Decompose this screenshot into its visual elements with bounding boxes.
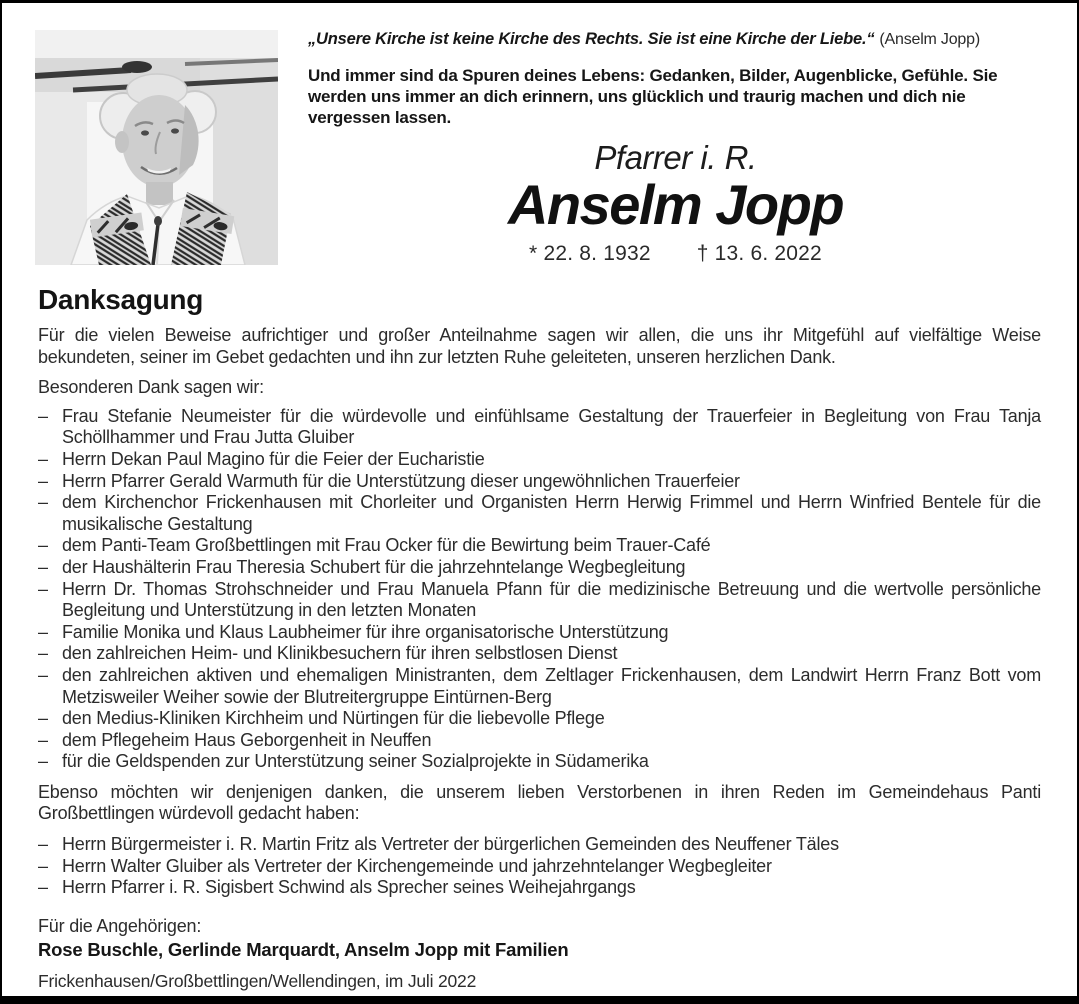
list-item [38,406,1041,449]
dash-bullet: – [38,578,48,599]
list-item [38,665,1041,708]
list-item-text: für die Geldspenden zur Unterstützung seiner Sozialprojekte in Südamerika [62,751,649,772]
list-item [38,492,1041,535]
quote-line [308,30,1043,49]
deceased-title: Pfarrer i. R. [594,139,757,176]
notice-body [2,285,1077,899]
portrait-photo [35,30,278,265]
dash-bullet: – [38,405,48,426]
dash-bullet: – [38,643,48,664]
list-item-text: dem Pflegeheim Haus Geborgenheit in Neuffen [62,729,432,750]
list-item [38,877,1041,899]
list-item [38,856,1041,878]
list-item [38,449,1041,471]
dash-bullet: – [38,664,48,685]
list-item-text: Frau Stefanie Neumeister für die würdevolle und einfühlsame Gestaltung der Trauerfeier in Begleitung von Frau Tanja Schöllhammer und Frau Jutta Gluiber [62,405,1041,448]
dash-bullet: – [38,556,48,577]
dash-bullet: – [38,834,48,855]
dash-bullet: – [38,492,48,513]
list-item [38,708,1041,730]
list-item-text: Herrn Pfarrer i. R. Sigisbert Schwind als Sprecher seines Weihejahrgangs [62,877,636,898]
list-item [38,730,1041,752]
notice-footer [2,916,1077,993]
list-item-text: den Medius-Kliniken Kirchheim und Nürtingen für die liebevolle Pflege [62,708,605,729]
list-item-text: Herrn Dekan Paul Magino für die Feier der Eucharistie [62,448,485,469]
list-item [38,834,1041,856]
list-item [38,579,1041,622]
header-text-column [278,30,1043,266]
dash-bullet: – [38,751,48,772]
list-item [38,557,1041,579]
dash-bullet: – [38,621,48,642]
list-item-text: Herrn Dr. Thomas Strohschneider und Frau Manuela Pfann für die medizinische Betreuung und die wertvolle persönliche Begleitung und Unterstützung in den letzten Monaten [62,578,1041,621]
list-item-text: der Haushälterin Frau Theresia Schubert für die jahrzehntelange Wegbegleitung [62,556,686,577]
dash-bullet: – [38,535,48,556]
memorial-intro-text: Und immer sind da Spuren deines Lebens: Gedanken, Bilder, Augenblicke, Gefühle. Sie werden uns immer an dich erinnern, uns glücklich und traurig machen und dich nie vergessen lassen. [308,66,998,127]
list-item [38,622,1041,644]
life-dates [308,242,1043,266]
birth-date: * 22. 8. 1932 [529,242,651,265]
dash-bullet: – [38,877,48,898]
list-item [38,471,1041,493]
list-item-text: dem Kirchenchor Frickenhausen mit Chorleiter und Organisten Herrn Herwig Frimmel und Herrn Winfried Bentele für die musikalische Gestaltung [62,492,1041,534]
dash-bullet: – [38,729,48,750]
list-item-text: Herrn Pfarrer Gerald Warmuth für die Unterstützung dieser ungewöhnlichen Trauerfeier [62,470,740,491]
list-item [38,751,1041,773]
thanks-list [38,406,1041,773]
portrait-photo-illustration [35,30,278,265]
dash-bullet: – [38,470,48,491]
list-item-text: Herrn Bürgermeister i. R. Martin Fritz als Vertreter der bürgerlichen Gemeinden des Neuffener Täles [62,834,839,855]
list-item-text: Herrn Walter Gluiber als Vertreter der Kirchengemeinde und jahrzehntelanger Wegbegleiter [62,855,772,876]
deceased-name: Anselm Jopp [507,173,844,236]
family-names: Rose Buschle, Gerlinde Marquardt, Anselm Jopp mit Familien [38,939,569,961]
speeches-list [38,834,1041,899]
list-item [38,535,1041,557]
dash-bullet: – [38,855,48,876]
quote-text: „Unsere Kirche ist keine Kirche des Rechts. Sie ist eine Kirche der Liebe.“ [308,30,875,48]
dash-bullet: – [38,708,48,729]
dash-bullet: – [38,448,48,469]
thanks-lead-in: Besonderen Dank sagen wir: [38,377,264,398]
acknowledgement-paragraph: Für die vielen Beweise aufrichtiger und großer Anteilnahme sagen wir allen, die uns ihr Mitgefühl auf vielfältige Weise bekundeten, seiner im Gebet gedachten und ihn zur letzten Ruhe geleiteten, unseren herzlichen Dank. [38,325,1041,367]
notice-header [2,3,1077,266]
deceased-title-block [308,140,1043,266]
speeches-paragraph: Ebenso möchten wir denjenigen danken, die unserem lieben Verstorbenen in ihren Reden im Gemeindehaus Panti Großbettlingen würdevoll gedacht haben: [38,781,1041,824]
quote-attribution: (Anselm Jopp) [879,31,980,48]
death-date: † 13. 6. 2022 [696,242,822,265]
danksagung-heading: Danksagung [38,284,204,315]
list-item [38,643,1041,665]
list-item-text: den zahlreichen aktiven und ehemaligen Ministranten, dem Zeltlager Frickenhausen, dem Landwirt Herrn Franz Bott vom Metzisweiler Weiher sowie der Blutreitergruppe Eintürnen-Berg [62,664,1041,707]
list-item-text: den zahlreichen Heim- und Klinikbesuchern für ihren selbstlosen Dienst [62,643,618,664]
list-item-text: dem Panti-Team Großbettlingen mit Frau Ocker für die Bewirtung beim Trauer-Café [62,535,711,556]
closing-label: Für die Angehörigen: [38,915,202,936]
list-item-text: Familie Monika und Klaus Laubheimer für ihre organisatorische Unterstützung [62,621,669,642]
place-date-line: Frickenhausen/Großbettlingen/Wellendingen, im Juli 2022 [38,971,477,992]
